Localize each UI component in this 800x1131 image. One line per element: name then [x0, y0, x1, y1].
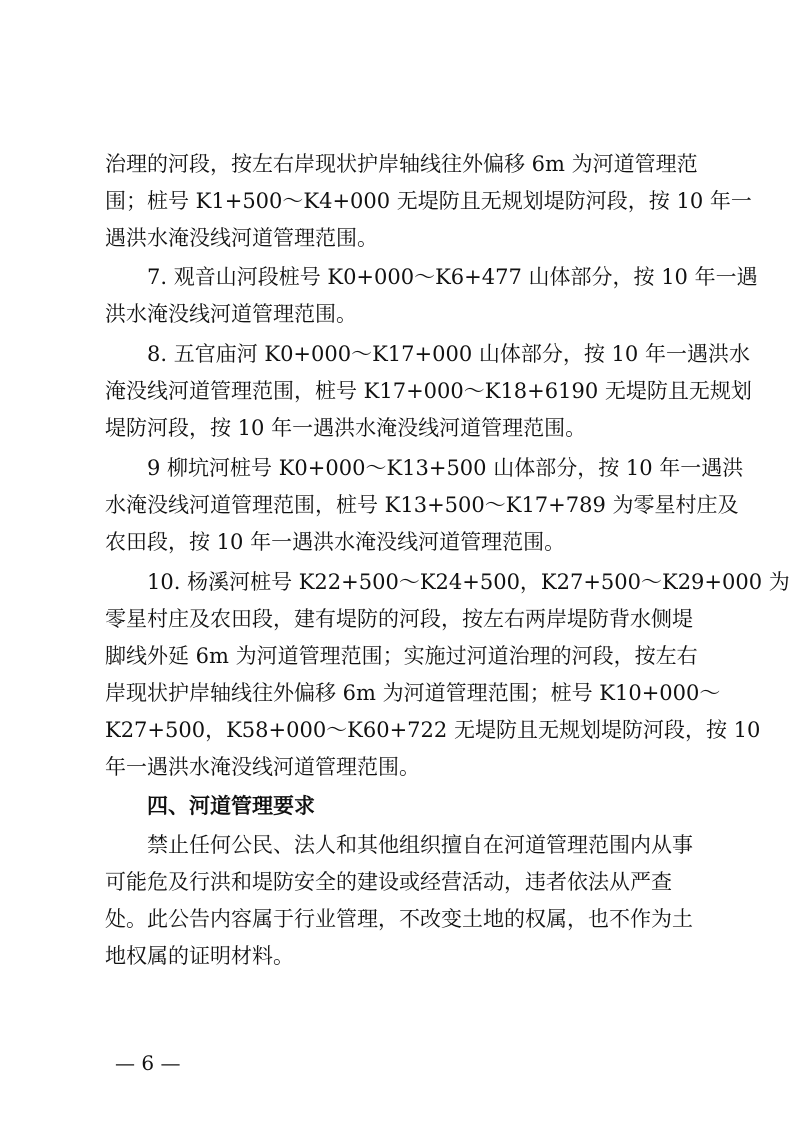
paragraph-line: 禁止任何公民、法人和其他组织擅自在河道管理范围内从事	[147, 833, 693, 857]
paragraph-line: 治理的河段，按左右岸现状护岸轴线往外偏移 6m 为河道管理范	[105, 152, 698, 176]
paragraph-line: 岸现状护岸轴线往外偏移 6m 为河道管理范围；桩号 K10+000～	[105, 681, 721, 705]
paragraph-line: 脚线外延 6m 为河道管理范围；实施过河道治理的河段，按左右	[105, 644, 698, 668]
paragraph-line: 淹没线河道管理范围，桩号 K17+000～K18+6190 无堤防且无规划	[105, 379, 752, 403]
paragraph-line: 堤防河段，按 10 年一遇洪水淹没线河道管理范围。	[105, 416, 587, 440]
paragraph-line: 洪水淹没线河道管理范围。	[105, 302, 357, 326]
paragraph-line: 地权属的证明材料。	[105, 944, 294, 968]
paragraph-line: 7. 观音山河段桩号 K0+000～K6+477 山体部分，按 10 年一遇	[147, 265, 758, 289]
paragraph-line: 可能危及行洪和堤防安全的建设或经营活动，违者依法从严查	[105, 870, 672, 894]
paragraph-line: 9 柳坑河桩号 K0+000～K13+500 山体部分，按 10 年一遇洪	[147, 456, 744, 480]
paragraph-line: 年一遇洪水淹没线河道管理范围。	[105, 755, 420, 779]
page-number: — 6 —	[115, 1051, 181, 1075]
paragraph-line: K27+500，K58+000～K60+722 无堤防且无规划堤防河段，按 10	[105, 718, 761, 742]
paragraph-line: 围；桩号 K1+500～K4+000 无堤防且无规划堤防河段，按 10 年一	[105, 189, 752, 213]
paragraph-line: 8. 五官庙河 K0+000～K17+000 山体部分，按 10 年一遇洪水	[147, 342, 750, 366]
paragraph-line: 10. 杨溪河桩号 K22+500～K24+500，K27+500～K29+000 为	[147, 570, 790, 594]
paragraph-line: 遇洪水淹没线河道管理范围。	[105, 226, 378, 250]
paragraph-line: 水淹没线河道管理范围，桩号 K13+500～K17+789 为零星村庄及	[105, 493, 739, 517]
paragraph-line: 零星村庄及农田段，建有堤防的河段，按左右两岸堤防背水侧堤	[105, 607, 693, 631]
paragraph-line: 农田段，按 10 年一遇洪水淹没线河道管理范围。	[105, 530, 566, 554]
paragraph-line: 处。此公告内容属于行业管理，不改变土地的权属，也不作为土	[105, 907, 693, 931]
section-heading: 四、河道管理要求	[147, 794, 315, 818]
